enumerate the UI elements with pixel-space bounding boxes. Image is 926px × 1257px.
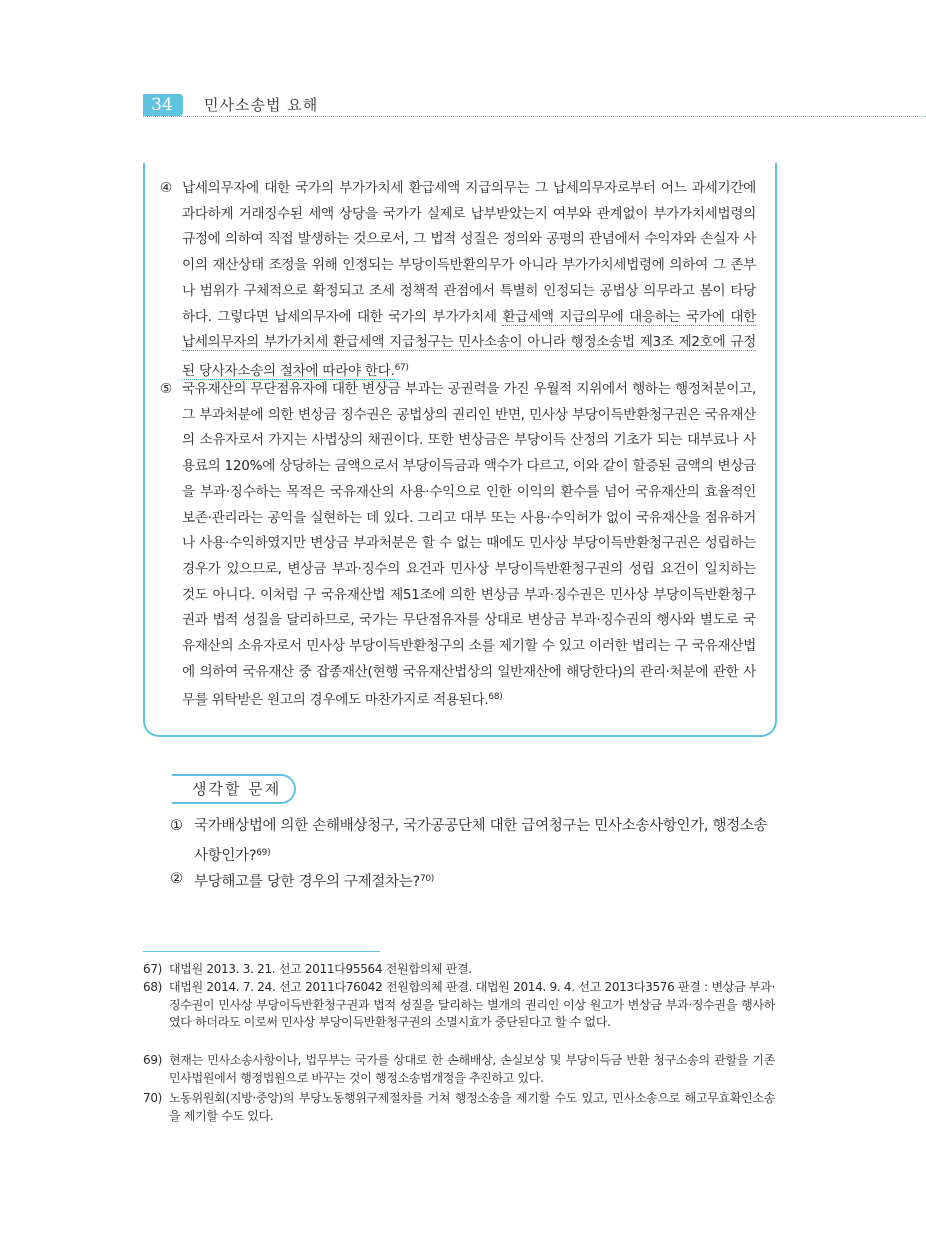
question-text [194, 813, 780, 870]
think-section-label: 생각할 문제 [192, 780, 282, 798]
footnote-number: 68) [143, 980, 163, 994]
underlined-text-run: 환급세액 지급의무에 대응하는 국가에 대한 납세의무자의 부가가치세 환급세액 지급청구는 민사소송이 아니라 행정소송법 제3조 제2호에 규정된 당사자소송의 절차에 따라야 한다. [182, 308, 756, 379]
footnote-text: 대법원 2014. 7. 24. 선고 2011다76042 전원합의체 판결. 대법원 2014. 9. 4. 선고 2013다3576 판결 : 변상금 부과·징수권이 민사상 부당이득반환청구권과 법적 성질을 달리하는 별개의 권리인 이상 원고가 변상금 부과·징수권을 행사하였다 하더라도 이로써 민사상 부당이득반환청구권의 소멸시효가 중단된다고 할 수 없다. [169, 980, 775, 1029]
question-marker: ① [170, 818, 183, 834]
footnote-67 [143, 961, 775, 979]
footnote-ref[interactable]: 69) [256, 848, 271, 858]
item-marker: ④ [160, 180, 172, 196]
footnote-70 [143, 1090, 775, 1125]
footnote-text: 대법원 2013. 3. 21. 선고 2011다95564 전원합의체 판결. [169, 962, 472, 976]
question-marker: ② [170, 871, 183, 887]
text-run: 국유재산의 무단점유자에 대한 변상금 부과는 공권력을 가진 우월적 지위에서 행하는 행정처분이고, 그 부과처분에 의한 변상금 징수권은 공법상의 권리인 반면, 민사상 부당이득반환청구권은 국유재산의 소유자로서 가지는 사법상의 채권이다. 또한 변상금은 부당이득 산정의 기초가 되는 대부료나 사용료의 120%에 상당하는 금액으로서 부당이득금과 액수가 다르고, 이와 같이 할증된 금액의 변상금을 부과·징수하는 목적은 국유재산의 사용·수익으로 인한 이익의 환수를 넘어 국유재산의 효율적인 보존·관리라는 공익을 실현하는 데 있다. 그리고 대부 또는 사용·수익허가 없이 국유재산을 점유하거나 사용·수익하였지만 변상금 부과처분은 할 수 없는 때에도 민사상 부당이득반환청구권은 성립하는 경우가 있으므로, 변상금 부과·징수의 요건과 민사상 부당이득반환청구권의 성립 요건이 일치하는 것도 아니다. 이처럼 구 국유재산법 제51조에 의한 변상금 부과·징수권은 민사상 부당이득반환청구권과 법적 성질을 달리하므로, 국가는 무단점유자를 상대로 변상금 부과·징수권의 행사와 별도로 국유재산의 소유자로서 민사상 부당이득반환청구의 소를 제기할 수 있고 이러한 법리는 구 국유재산법에 의하여 국유재산 중 잡종재산(현행 국유재산법상의 일반재산에 해당한다)의 관리·처분에 관한 사무를 위탁받은 원고의 경우에도 마찬가지로 적용된다. [182, 381, 756, 709]
question-text [194, 866, 780, 896]
text-run: 부당해고를 당한 경우의 구제절차는? [194, 874, 420, 890]
footnote-68 [143, 979, 775, 1032]
item-marker: ⑤ [160, 381, 172, 397]
item-text [182, 176, 756, 385]
header-divider [143, 116, 926, 117]
text-run: 납세의무자에 대한 국가의 부가가치세 환급세액 지급의무는 그 납세의무자로부터 어느 과세기간에 과다하게 거래징수된 세액 상당을 국가가 실제로 납부받았는지 여부와 관계없이 부가가치세법령의 규정에 의하여 직접 발생하는 것으로서, 그 법적 성질은 정의와 공평의 관념에서 수익자와 손실자 사이의 재산상태 조정을 위해 인정되는 부당이득반환의무가 아니라 부가가치세법령에 의하여 그 존부나 범위가 구체적으로 확정되고 조세 정책적 관점에서 특별히 인정되는 공법상 의무라고 봄이 타당하다. 그렇다면 납세의무자에 대한 국가의 부가가치세 [182, 180, 756, 325]
footnote-ref[interactable]: 70) [419, 874, 435, 884]
footnote-ref[interactable]: 68) [488, 692, 503, 703]
footnote-divider [143, 951, 380, 952]
footnote-text: 노동위원회(지방·중앙)의 부당노동행위구제절차를 거쳐 행정소송을 제기할 수도 있고, 민사소송으로 해고무효확인소송을 제기할 수도 있다. [169, 1091, 775, 1123]
question-1 [170, 813, 780, 870]
text-run: 국가배상법에 의한 손해배상청구, 국가공공단체 대한 급여청구는 민사소송사항인가, 행정소송사항인가? [194, 818, 768, 864]
case-item-5 [160, 377, 756, 714]
think-section-heading [172, 774, 296, 804]
footnote-number: 67) [143, 962, 163, 976]
header-chevron-inner [183, 94, 190, 116]
footnote-ref[interactable]: 67) [394, 362, 409, 373]
footnote-69 [143, 1052, 775, 1087]
footnote-text: 현재는 민사소송사항이나, 법무부는 국가를 상대로 한 손해배상, 손실보상 및 부당이득금 반환 청구소송의 관할을 기존 민사법원에서 행정법원으로 바꾸는 것이 행정소송법개정을 추진하고 있다. [169, 1053, 775, 1085]
case-item-4 [160, 176, 756, 385]
page-number: 34 [143, 94, 181, 116]
item-text [182, 377, 756, 714]
footnote-number: 69) [143, 1053, 163, 1067]
book-title: 민사소송법 요해 [204, 96, 319, 114]
question-2 [170, 866, 780, 896]
footnote-number: 70) [143, 1091, 163, 1105]
